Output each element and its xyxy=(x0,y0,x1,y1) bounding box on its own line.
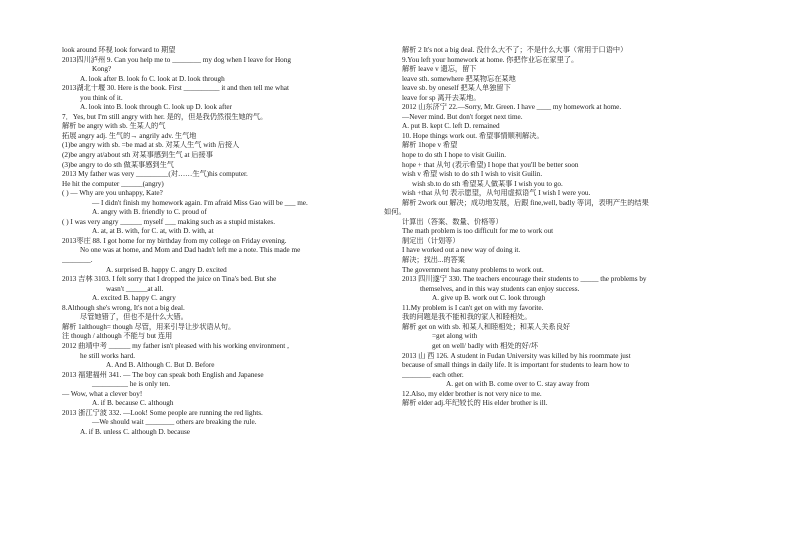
right-column-line: I have worked out a new way of doing it. xyxy=(402,246,521,255)
left-column-line: A. if B. because C. although xyxy=(92,399,174,408)
left-column-line: A. angry with B. friendly to C. proud of xyxy=(92,208,207,217)
right-column-line: 解析 leave v 遗忘，留下 xyxy=(402,65,477,74)
right-column-line: hope to do sth I hope to visit Guilin. xyxy=(402,151,507,160)
right-column-line: 制定出（计划等） xyxy=(402,236,460,245)
right-column-line: —Never mind. But don't forget next time. xyxy=(402,112,523,121)
left-column-line: 注 though / although 不能与 but 连用 xyxy=(62,332,173,341)
left-column-line: A. excited B. happy C. angry xyxy=(92,294,176,303)
right-column-line: 计算出（答案、数量、价格等） xyxy=(402,217,503,226)
right-column-line: 解析 elder adj.年纪较长的 His elder brother is ill. xyxy=(402,399,548,408)
left-column-line: __________ he is only ten. xyxy=(92,380,171,389)
left-column-line: 拓展 angry adj. 生气的→ angrily adv. 生气地 xyxy=(62,131,197,140)
left-column-line: 2013 吉林 3103. I felt sorry that I dropped the juice on Tina's bed. But she xyxy=(62,275,277,284)
left-column-line: wasn't ______at all. xyxy=(106,284,164,293)
right-column-line: The math problem is too difficult for me to work out xyxy=(402,227,554,236)
left-column-line: 2013枣庄 88. I got home for my birthday from my college on Friday evening. xyxy=(62,236,287,245)
left-column-line: he still works hard. xyxy=(80,351,136,360)
right-column-line: 10. Hope things work out. 希望事情顺利解决。 xyxy=(402,131,544,140)
right-column-line: because of small things in daily life. It is important for students to learn how to xyxy=(402,361,630,370)
left-column-line: —We should wait ________ others are breaking the rule. xyxy=(92,418,257,427)
right-column-line: 2013 山 西 126. A student in Fudan University was killed by his roommate just xyxy=(402,351,631,360)
right-column-line: wish sb.to do sth 希望某人做某事 I wish you to go. xyxy=(412,179,563,188)
right-column-line: 如何。 xyxy=(384,208,406,217)
right-column-line: leave sb. by oneself 把某人单独留下 xyxy=(402,84,511,93)
left-column-line: 解析 1although= though 尽管，用来引导让步状语从句。 xyxy=(62,322,236,331)
left-column-line: A. at, at B. with, for C. at, with D. with, at xyxy=(92,227,214,236)
left-column-line: (3)be angry to do sth 做某事感到生气 xyxy=(62,160,174,169)
right-column-line: 解析 2 It's not a big deal. 没什么大不了；不是什么大事（常用于口语中） xyxy=(402,46,628,54)
left-column-line: 2013湖北十堰 30. Here is the book. First __________ it and then tell me what xyxy=(62,84,289,93)
right-column-line: leave for sp 离开去某地。 xyxy=(402,93,481,102)
left-column-line: 尽管她错了，但也不是什么大错。 xyxy=(80,313,188,322)
left-column-line: 7．Yes, but I'm still angry with her. 是的，但是我仍然很生她的气。 xyxy=(62,112,268,121)
left-column-line: ________. xyxy=(62,256,93,265)
left-column-line: He hit the computer ______(angry) xyxy=(62,179,164,188)
left-column-line: ( ) I was very angry ______ myself ___ making such as a stupid mistakes. xyxy=(62,217,275,226)
right-column-line: get on well/ badly with 相处的好/坏 xyxy=(432,341,539,350)
left-column-line: 2012 曲靖中考 ______ my father isn't pleased with his working environment , xyxy=(62,341,289,350)
right-column-line: 解析 2work out 解决；成功地发展，后跟 fine,well, badly 等词，表明产生的结果 xyxy=(402,198,649,207)
left-column-line: A. And B. Although C. But D. Before xyxy=(106,361,215,370)
left-column-line: 8.Although she's wrong, It's not a big deal. xyxy=(62,303,185,312)
right-column-line: leave sth. somewhere 把某物忘在某地 xyxy=(402,74,516,83)
right-column-line: A. get on with B. come over to C. stay away from xyxy=(446,380,590,389)
left-column-line: ( ) — Why are you unhappy, Kate? xyxy=(62,189,163,198)
left-column-line: 2013四川泸州 9. Can you help me to ________ my dog when I leave for Hong xyxy=(62,55,291,64)
right-column-line: 11.My problem is I can't get on with my favorite. xyxy=(402,303,544,312)
right-column-line: 我的问题是我不能和我的家人和睦相处。 xyxy=(402,313,532,322)
right-column-line: 9.You left your homework at home. 你把作业忘在家里了。 xyxy=(402,55,579,64)
right-column-line: wish v 希望 wish to do sth I wish to visit Guilin. xyxy=(402,170,543,179)
right-column-line: wish +that 从句 表示愿望，从句用虚拟语气 I wish I were you. xyxy=(402,189,591,198)
right-column-line: The government has many problems to work out. xyxy=(402,265,544,274)
left-column-line: look around 环视 look forward to 期望 xyxy=(62,46,176,54)
left-column-line: 2013 My father was very _________(对……生气)his computer. xyxy=(62,170,248,179)
right-column-line: hope + that 从句 (表示希望) I hope that you'll be better soon xyxy=(402,160,579,169)
right-column-line: 12.Also, my elder brother is not very nice to me. xyxy=(402,389,542,398)
right-column-line: themselves, and in this way students can enjoy success. xyxy=(420,284,580,293)
left-column-line: Kong? xyxy=(92,65,112,74)
right-column xyxy=(384,46,780,409)
left-column xyxy=(62,46,392,437)
left-column-line: 解析 be angry with sb. 生某人的气 xyxy=(62,122,166,131)
left-column-line: A. if B. unless C. although D. because xyxy=(80,427,190,436)
left-column-line: A. surprised B. happy C. angry D. excited xyxy=(106,265,227,274)
left-column-line: — I didn't finish my homework again. I'm afraid Miss Gao will be ___ me. xyxy=(92,198,308,207)
right-column-line: 2012 山东济宁 22.—Sorry, Mr. Green. I have ____ my homework at home. xyxy=(402,103,622,112)
right-column-line: 2013 四川遂宁 330. The teachers encourage their students to _____ the problems by xyxy=(402,275,647,284)
left-column-line: you think of it. xyxy=(80,93,123,102)
left-column-line: — Wow, what a clever boy! xyxy=(62,389,143,398)
left-column-line: No one was at home, and Mom and Dad hadn't left me a note. This made me xyxy=(80,246,301,255)
left-column-line: A. look after B. look fo C. look at D. look through xyxy=(80,74,225,83)
left-column-line: (2)be angry at/about sth 对某事感到生气 at 后接事 xyxy=(62,151,213,160)
left-column-line: 2013 福建福州 341. — The boy can speak both English and Japanese xyxy=(62,370,264,379)
left-column-line: (1)be angry with sb. =be mad at sb. 对某人生气 with 后接人 xyxy=(62,141,240,150)
right-column-line: =get along with xyxy=(432,332,478,341)
left-column-line: 2013 浙江宁波 332. —Look! Some people are running the red lights. xyxy=(62,408,263,417)
right-column-line: ________ each other. xyxy=(402,370,464,379)
left-column-line: A. look into B. look through C. look up D. look after xyxy=(80,103,232,112)
right-column-line: 解析 get on with sb. 和某人和睦相处；和某人关系良好 xyxy=(402,322,571,331)
right-column-line: 解析 1hope v 希望 xyxy=(402,141,458,150)
right-column-line: A. put B. kept C. left D. remained xyxy=(402,122,500,131)
right-column-line: A. give up B. work out C. look through xyxy=(432,294,546,303)
right-column-line: 解决；找出...的答案 xyxy=(402,256,465,265)
